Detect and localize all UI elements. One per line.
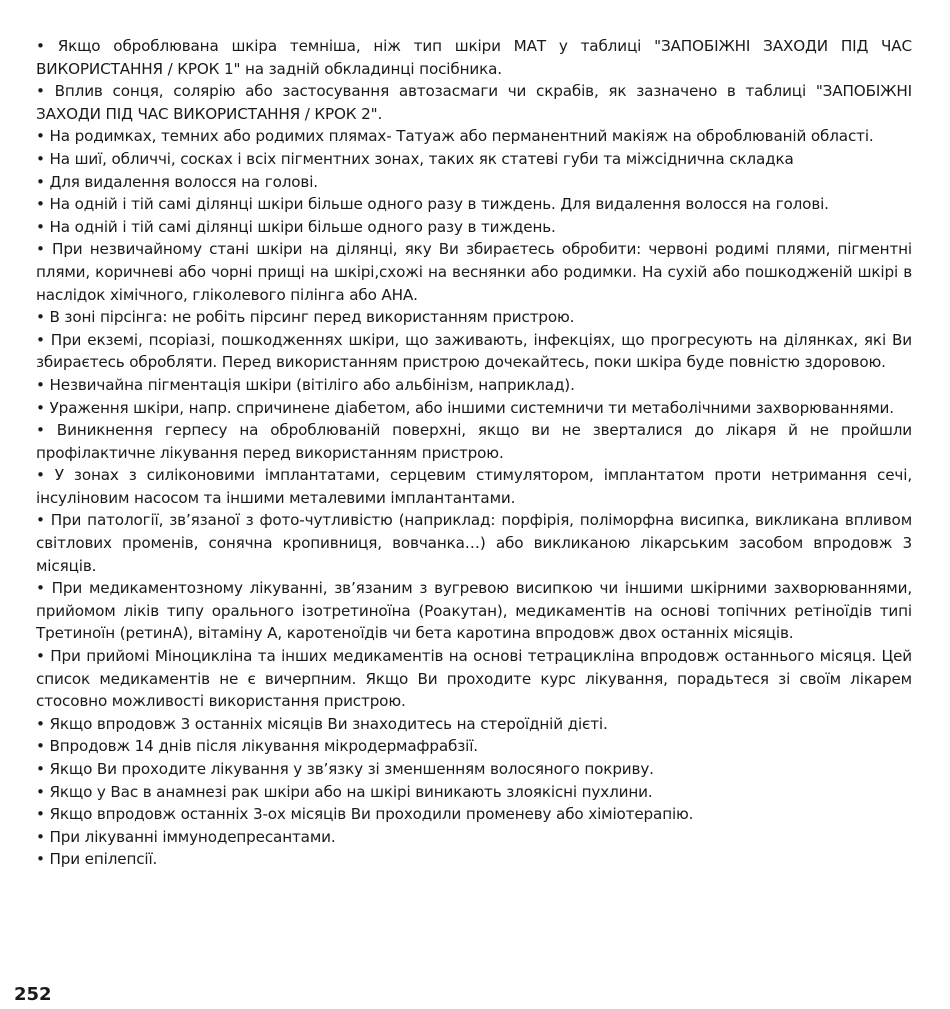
list-item: • На шиї, обличчі, сосках і всіх пігментних зонах, таких як статеві губи та міжсіднична складка (36, 149, 794, 168)
list-item: • Впродовж 14 днів після лікування мікродермафрабзії. (36, 737, 478, 756)
list-item: • Незвичайна пігментація шкіри (вітіліго або альбінізм, наприклад). (36, 375, 575, 394)
list-item: • При екземі, псоріазі, пошкодженнях шкіри, що заживають, інфекціях, що прогресують на ділянках, які Ви збираєтесь обробляти. Перед використанням пристрою дочекайтесь, поки шкіра буде повністю здоровою. (36, 330, 912, 372)
list-item: • Якщо оброблювана шкіра темніша, ніж тип шкіри МАТ у таблиці "ЗАПОБІЖНІ ЗАХОДИ ПІД ЧАС ВИКОРИСТАННЯ / КРОК 1" на задній обкладинці посібника. (36, 37, 912, 78)
list-item: • Якщо впродовж останніх 3-ох місяців Ви проходили променеву або хіміотерапію. (36, 805, 694, 824)
list-item: • Для видалення волосся на голові. (36, 172, 318, 191)
list-item: • Якщо впродовж 3 останніх місяців Ви знаходитесь на стероїдній дієті. (36, 714, 608, 733)
list-item: • На родимках, темних або родимих плямах- Татуаж або перманентний макіяж на оброблюваній області. (36, 127, 874, 146)
list-item: • При прийомі Міноцикліна та інших медикаментів на основі тетрацикліна впродовж останнього місяця. Цей список медикаментів не є вичерпним. Якщо Ви проходите курс лікування, порадьтеся зі своїм лікарем стосовно можливості використання пристрою. (36, 647, 912, 711)
list-item: • У зонах з силіконовими імплантатами, серцевим стимулятором, імплантатом проти нетримання сечі, інсуліновим насосом та іншими металевими імплантантами. (36, 466, 912, 507)
contraindications-list (36, 35, 912, 871)
page-number: 252 (14, 984, 52, 1005)
list-item: • На одній і тій самі ділянці шкіри більше одного разу в тиждень. (36, 217, 556, 236)
list-item: • Якщо Ви проходите лікування у зв’язку зі зменшенням волосяного покриву. (36, 760, 654, 778)
list-item: • При медикаментозному лікуванні, зв’язаним з вугревою висипкою чи іншими шкірними захворюваннями, прийомом ліків типу орального ізотретиноїна (Роакутан), медикаментів на основі топічних ретіноїдів типі Третиноїн (ретинА), вітаміну А, каротеноїдів чи бета каротина впродовж двох останніх місяців. (36, 579, 912, 643)
list-item: • На одній і тій самі ділянці шкіри більше одного разу в тиждень. Для видалення волосся на голові. (36, 195, 829, 214)
list-item: • Вплив сонця, солярію або застосування автозасмаги чи скрабів, як зазначено в таблиці "ЗАПОБІЖНІ ЗАХОДИ ПІД ЧАС ВИКОРИСТАННЯ / КРОК 2". (36, 82, 912, 123)
list-item: • Виникнення герпесу на оброблюваній поверхні, якщо ви не зверталися до лікаря й не пройшли профілактичне лікування перед використанням пристрою. (36, 421, 912, 462)
list-item: • При епілепсії. (36, 850, 158, 869)
list-item: • При лікуванні іммунодепресантами. (36, 827, 336, 846)
list-item: • Якщо у Вас в анамнезі рак шкіри або на шкірі виникають злоякісні пухлини. (36, 782, 653, 801)
list-item: • Ураження шкіри, напр. спричинене діабетом, або іншими системничи ти метаболічними захворюваннями. (36, 398, 894, 417)
list-item: • При незвичайному стані шкіри на ділянці, яку Ви збираєтесь обробити: червоні родимі плями, пігментні плями, коричневі або чорні прищі на шкірі,схожі на веснянки або родимки. На сухій або пошкодженій шкірі в наслідок хімічного, гліколевого пілінга або АНА. (36, 240, 912, 304)
list-item: • При патології, зв’язаної з фото-чутливістю (наприклад: порфірія, поліморфна висипка, викликана впливом світлових променів, сонячна кропивниця, вовчанка…) або викликаною лікарським засобом впродовж 3 місяців. (36, 511, 912, 575)
list-item: • В зоні пірсінга: не робіть пірсинг перед використанням пристрою. (36, 308, 575, 327)
